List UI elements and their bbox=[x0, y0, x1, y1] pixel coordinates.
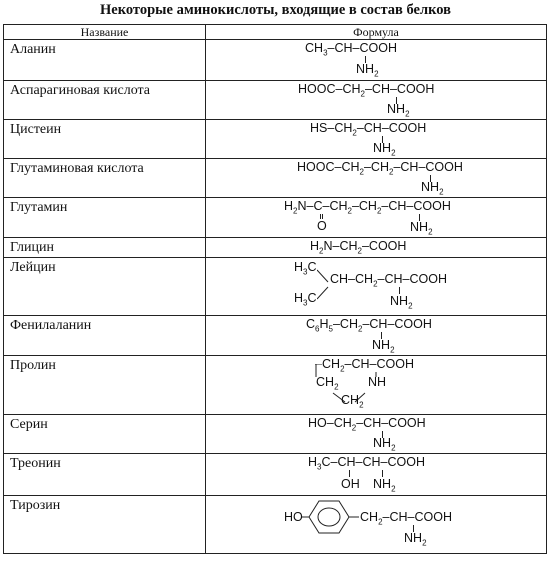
table-row bbox=[4, 356, 547, 415]
structural-formula: $CH_3-CH$–COOH $NH_2$ bbox=[206, 40, 547, 81]
amino-acid-name: Лейцин bbox=[4, 258, 206, 316]
structural-formula: $H_2N-C-CH_2-CH_2-CH$–COOH O $NH_2$ bbox=[206, 198, 547, 238]
amino-acid-name: Треонин bbox=[4, 454, 206, 496]
amino-acid-name: Пролин bbox=[4, 356, 206, 415]
amino-acid-name: Цистеин bbox=[4, 120, 206, 159]
amino-acid-name: Тирозин bbox=[4, 496, 206, 554]
table-row bbox=[4, 81, 547, 120]
structural-formula: $H_2N-CH_2$–COOH bbox=[206, 238, 547, 258]
structural-formula: $H_3C-CH-CH$–COOH OH $NH_2$ bbox=[206, 454, 547, 496]
table-row bbox=[4, 198, 547, 238]
amino-acid-name: Аланин bbox=[4, 40, 206, 81]
structural-formula: $CH_2-CH$–COOH $CH_2$ NH $CH_2$ bbox=[206, 356, 547, 415]
table-row bbox=[4, 415, 547, 454]
structural-formula: HOOC–$CH_2-CH$–COOH $NH_2$ bbox=[206, 81, 547, 120]
amino-acid-name: Глицин bbox=[4, 238, 206, 258]
branch-bonds bbox=[317, 268, 331, 302]
amino-acid-name: Глутаминовая кислота bbox=[4, 159, 206, 198]
table-row bbox=[4, 120, 547, 159]
amino-acid-name: Фенилаланин bbox=[4, 316, 206, 356]
table-row bbox=[4, 238, 547, 258]
table-row bbox=[4, 40, 547, 81]
table-row bbox=[4, 496, 547, 554]
structural-formula: $C_6H_5-CH_2-CH$–COOH $NH_2$ bbox=[206, 316, 547, 356]
table-header-row bbox=[4, 25, 547, 40]
amino-acid-name: Глутамин bbox=[4, 198, 206, 238]
amino-acid-name: Серин bbox=[4, 415, 206, 454]
table-row bbox=[4, 454, 547, 496]
header-name: Название bbox=[4, 25, 206, 40]
structural-formula: $H_3C$ $CH-CH_2-CH$–COOH $H_3C$ $NH_2$ bbox=[206, 258, 547, 316]
structural-formula: $HO-CH_2-CH$–COOH $NH_2$ bbox=[206, 415, 547, 454]
benzene-ring bbox=[301, 498, 361, 538]
amino-acid-name: Аспарагиновая кислота bbox=[4, 81, 206, 120]
table-row bbox=[4, 316, 547, 356]
structural-formula: HO $CH_2-CH$–COOH $NH_2$ bbox=[206, 496, 547, 554]
page-title: Некоторые аминокислоты, входящие в состав белков bbox=[100, 2, 451, 18]
structural-formula: HOOC–$CH_2-CH_2-CH$–COOH $NH_2$ bbox=[206, 159, 547, 198]
table-row bbox=[4, 159, 547, 198]
header-formula: Формула bbox=[206, 25, 547, 40]
amino-acids-table bbox=[3, 24, 547, 554]
table-row bbox=[4, 258, 547, 316]
structural-formula: $HS-CH_2-CH$–COOH $NH_2$ bbox=[206, 120, 547, 159]
